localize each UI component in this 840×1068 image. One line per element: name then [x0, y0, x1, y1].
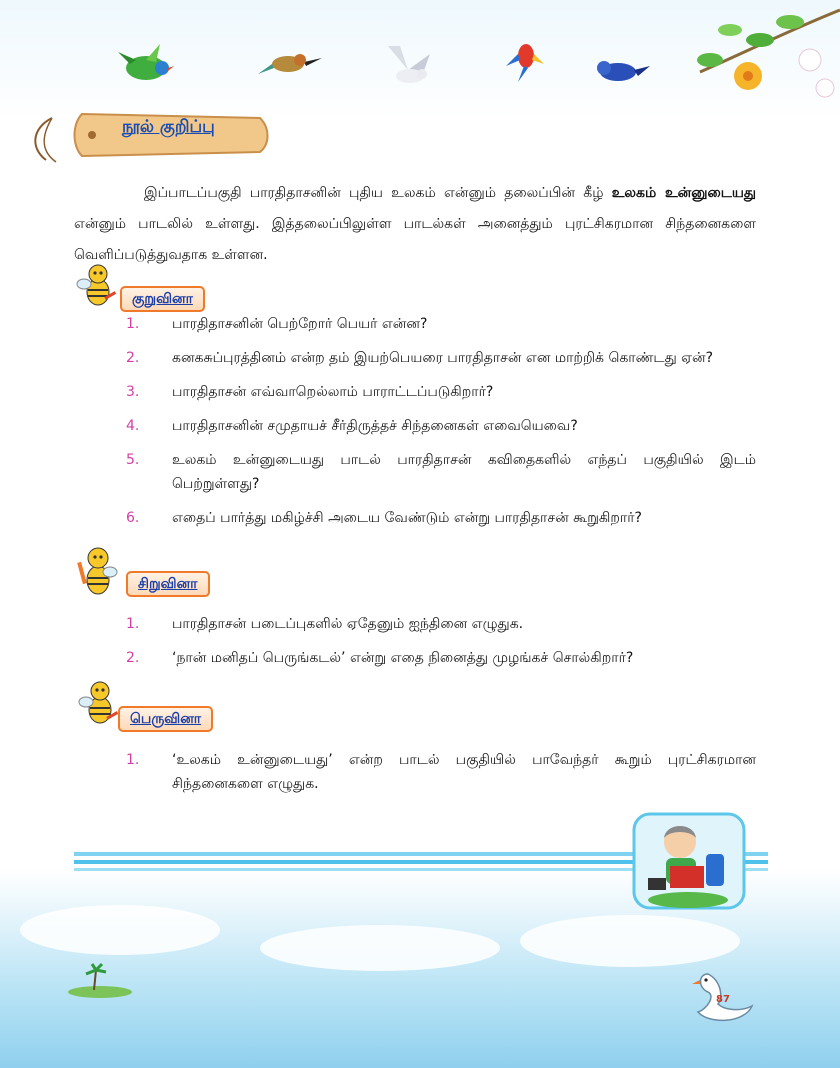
- bee-mascot-icon: [76, 678, 120, 728]
- question-number: 2.: [126, 350, 140, 366]
- question-text: உலகம் உன்னுடையது பாடல் பாரதிதாசன் கவிதைகளில் எந்தப் பகுதியில் இடம் பெற்றுள்ளது?: [172, 452, 756, 492]
- siruvina-label: சிறுவினா: [126, 571, 210, 597]
- question-item: [126, 646, 756, 670]
- island-icon: [60, 960, 140, 1000]
- question-number: 3.: [126, 384, 140, 400]
- question-number: 4.: [126, 418, 140, 434]
- question-text: ‘உலகம் உன்னுடையது’ என்ற பாடல் பகுதியில் பாவேந்தர் கூறும் புரட்சிகரமான சிந்தனைகளை எழுதுக.: [172, 752, 756, 792]
- question-text: பாரதிதாசன் படைப்புகளில் ஏதேனும் ஐந்தினை எழுதுக.: [172, 616, 524, 632]
- question-text: எதைப் பார்த்து மகிழ்ச்சி அடைய வேண்டும் என்று பாரதிதாசன் கூறுகிறார்?: [172, 510, 642, 526]
- flower-branch-icon: [640, 0, 840, 110]
- kuruvina-question-list: [126, 312, 756, 530]
- question-item: [126, 748, 756, 796]
- question-text: பாரதிதாசனின் பெற்றோர் பெயர் என்ன?: [172, 316, 428, 332]
- question-text: கனகசுப்புரத்தினம் என்ற தம் இயற்பெயரை பாரதிதாசன் என மாற்றிக் கொண்டது ஏன்?: [172, 350, 714, 366]
- question-item: [126, 380, 756, 404]
- question-text: பாரதிதாசன் எவ்வாறெல்லாம் பாராட்டப்படுகிறார்?: [172, 384, 494, 400]
- question-number: 1.: [126, 316, 140, 332]
- question-item: [126, 346, 756, 370]
- intro-bold-title: உலகம் உன்னுடையது: [611, 185, 756, 201]
- question-item: [126, 312, 756, 336]
- question-number: 1.: [126, 752, 140, 768]
- peruvina-label: பெருவினா: [118, 706, 213, 732]
- bee-mascot-icon: [74, 262, 118, 310]
- cloud-shape: [520, 915, 740, 967]
- macaw-icon: [504, 38, 546, 82]
- green-bird-icon: [116, 42, 176, 90]
- reading-child-icon: [630, 812, 748, 912]
- question-number: 5.: [126, 452, 140, 468]
- intro-text-1: இப்பாடப்பகுதி பாரதிதாசனின் புதிய உலகம் என்னும் தலைப்பின் கீழ்: [144, 185, 612, 201]
- question-item: [126, 414, 756, 438]
- white-dove-icon: [380, 40, 436, 94]
- peruvina-question-list: [126, 748, 756, 796]
- intro-text-2: என்னும் பாடலில் உள்ளது. இத்தலைப்பிலுள்ள பாடல்கள் அனைத்தும் புரட்சிகரமான சிந்தனைகளை வெளிப்படுத்துவதாக உள்ளன.: [74, 216, 756, 263]
- question-item: [126, 612, 756, 636]
- question-text: ‘நான் மனிதப் பெருங்கடல்’ என்று எதை நினைத்து முழங்கச் சொல்கிறார்?: [172, 650, 634, 666]
- question-item: [126, 506, 756, 530]
- kuruvina-label: குறுவினா: [120, 286, 205, 312]
- bee-mascot-icon: [74, 542, 118, 604]
- question-number: 2.: [126, 650, 140, 666]
- cloud-shape: [260, 925, 500, 971]
- question-number: 6.: [126, 510, 140, 526]
- question-number: 1.: [126, 616, 140, 632]
- section-title: நூல் குறிப்பு: [122, 117, 215, 137]
- question-item: [126, 448, 756, 496]
- bee-eater-bird-icon: [258, 44, 324, 84]
- question-text: பாரதிதாசனின் சமுதாயச் சீர்திருத்தச் சிந்தனைகள் எவையெவை?: [172, 418, 578, 434]
- cloud-shape: [20, 905, 220, 955]
- intro-paragraph: [74, 178, 756, 271]
- siruvina-question-list: [126, 612, 756, 670]
- page-number: 87: [716, 994, 730, 1005]
